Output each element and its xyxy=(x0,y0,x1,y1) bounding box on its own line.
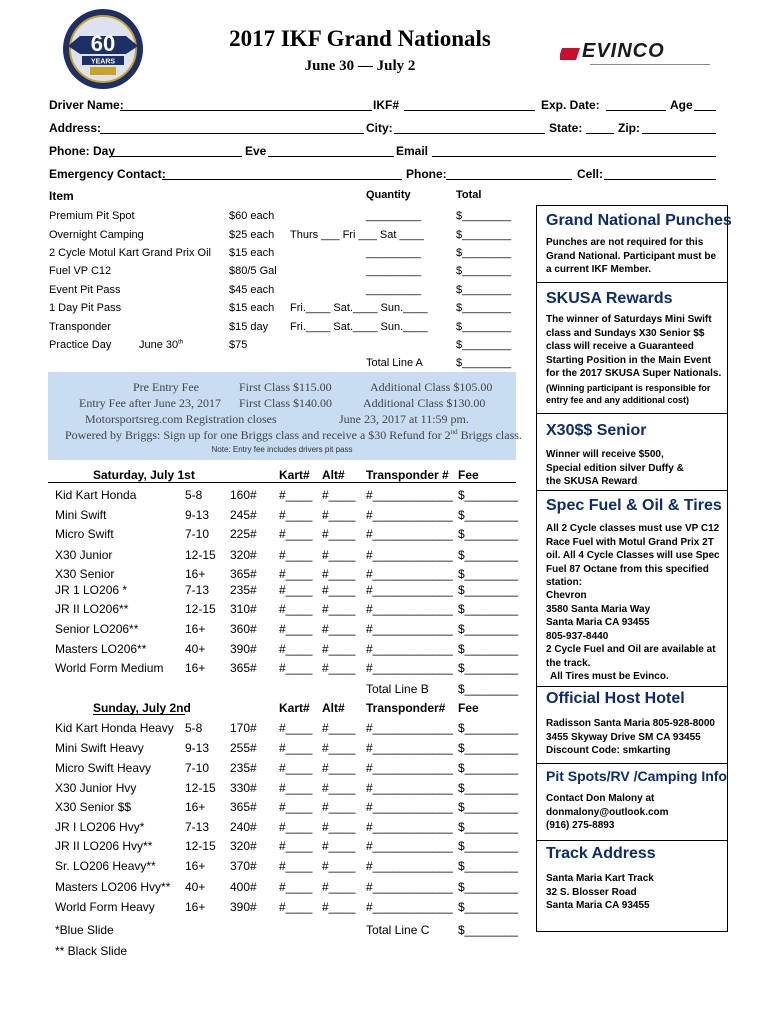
item-price: $15 day xyxy=(229,321,269,333)
zip-field[interactable] xyxy=(642,133,716,134)
pre-entry-first-class: First Class $115.00 xyxy=(239,380,332,394)
item-name: Fuel VP C12 xyxy=(49,265,112,277)
transponder-field[interactable]: #____________ xyxy=(366,800,453,814)
transponder-field[interactable]: #____________ xyxy=(366,721,453,735)
race-age-group: 7-10 xyxy=(185,527,210,541)
alt-number-field[interactable]: #____ xyxy=(322,721,356,735)
phone-eve-field[interactable] xyxy=(268,156,394,157)
transponder-field[interactable]: #____________ xyxy=(366,583,453,597)
kart-number-field[interactable]: #____ xyxy=(279,820,313,834)
alt-number-field[interactable]: #____ xyxy=(322,839,356,853)
city-field[interactable] xyxy=(394,133,545,134)
sunday-heading-underline xyxy=(93,714,185,715)
exp-date-field[interactable] xyxy=(606,110,666,111)
race-age-group: 16+ xyxy=(185,661,206,675)
fee-field[interactable]: $________ xyxy=(458,839,519,853)
race-class-name: Senior LO206** xyxy=(55,622,139,636)
fee-field[interactable]: $________ xyxy=(458,548,519,562)
transponder-field[interactable]: #____________ xyxy=(366,548,453,562)
driver-name-field[interactable] xyxy=(120,110,372,111)
kart-number-field[interactable]: #____ xyxy=(279,839,313,853)
sun-kart-header: Kart# xyxy=(279,701,310,715)
kart-number-field[interactable]: #____ xyxy=(279,781,313,795)
state-field[interactable] xyxy=(586,133,614,134)
fee-field[interactable]: $________ xyxy=(458,721,519,735)
race-class-name: Mini Swift Heavy xyxy=(55,741,144,755)
saturday-header-rule xyxy=(48,482,516,483)
kart-number-field[interactable]: #____ xyxy=(279,642,313,656)
evinco-logo-text: EVINCO xyxy=(582,40,665,62)
info-line: 3455 Skyway Drive SM CA 93455 xyxy=(546,731,701,743)
transponder-field[interactable]: #____________ xyxy=(366,820,453,834)
kart-number-field[interactable]: #____ xyxy=(279,488,313,502)
transponder-field[interactable]: #____________ xyxy=(366,839,453,853)
race-class-number: 365# xyxy=(230,661,257,675)
item-column-header: Item xyxy=(49,189,74,203)
info-line: 805-937-8440 xyxy=(546,630,609,642)
info-line: donmalony@outlook.com xyxy=(546,806,669,818)
item-total-field[interactable]: $________ xyxy=(456,247,512,259)
exp-date-label: Exp. Date: xyxy=(541,98,600,112)
emergency-phone-label: Phone: xyxy=(406,167,447,181)
registration-close-date: June 23, 2017 at 11:59 pm. xyxy=(339,412,469,426)
kart-number-field[interactable]: #____ xyxy=(279,800,313,814)
item-price: $25 each xyxy=(229,229,275,241)
race-age-group: 12-15 xyxy=(185,781,216,795)
skusa-note: (Winning participant is responsible for entry fee and any additional cost) xyxy=(546,383,711,405)
race-class-number: 320# xyxy=(230,548,257,562)
spec-fuel-body: All 2 Cycle classes must use VP C12 Race Fuel with Motul Grand Prix 2T oil. All 4 Cycle Classes will use Spec Fuel 87 Octane from this specified station: xyxy=(546,523,720,588)
sat-alt-header: Alt# xyxy=(322,468,345,482)
alt-number-field[interactable]: #____ xyxy=(322,642,356,656)
race-age-group: 12-15 xyxy=(185,839,216,853)
blue-slide-footnote: *Blue Slide xyxy=(55,923,114,937)
alt-number-field[interactable]: #____ xyxy=(322,859,356,873)
sidebar-divider xyxy=(537,490,727,491)
race-class-name: Sr. LO206 Heavy** xyxy=(55,859,156,873)
age-label: Age xyxy=(670,98,693,112)
kart-number-field[interactable]: #____ xyxy=(279,527,313,541)
practice-day-date: June 30th xyxy=(139,339,184,351)
race-age-group: 5-8 xyxy=(185,488,203,502)
race-age-group: 7-13 xyxy=(185,583,210,597)
phone-day-field[interactable] xyxy=(112,156,242,157)
fee-field[interactable]: $________ xyxy=(458,761,519,775)
item-price: $80/5 Gal xyxy=(229,265,277,277)
race-class-number: 310# xyxy=(230,602,257,616)
race-class-number: 365# xyxy=(230,800,257,814)
race-age-group: 9-13 xyxy=(185,508,210,522)
x30-senior-body: Winner will receive $500, Special edition silver Duffy & the SKUSA Reward xyxy=(546,449,684,487)
fuel-station-address xyxy=(546,589,724,643)
alt-number-field[interactable]: #____ xyxy=(322,880,356,894)
alt-number-field[interactable]: #____ xyxy=(322,488,356,502)
spec-fuel-title: Spec Fuel & Oil & Tires xyxy=(546,497,722,514)
skusa-body: The winner of Saturdays Mini Swift class and Sundays X30 Senior $$ class will receive a Guaranteed Starting Position in the Main Event for the 2017 SKUSA Super Nationals. xyxy=(546,314,722,379)
transponder-field[interactable]: #____________ xyxy=(366,661,453,675)
kart-number-field[interactable]: #____ xyxy=(279,880,313,894)
pit-pass-note: Note: Entry fee includes drivers pit pass xyxy=(211,445,353,454)
total-line-c-label: Total Line C xyxy=(366,923,430,937)
zip-label: Zip: xyxy=(618,121,640,135)
item-quantity-field[interactable]: _________ xyxy=(366,265,422,277)
item-day-select[interactable]: Fri.____ Sat.____ Sun.____ xyxy=(290,302,428,314)
driver-name-label: Driver Name: xyxy=(49,98,124,112)
fee-field[interactable]: $________ xyxy=(458,508,519,522)
fee-field[interactable]: $________ xyxy=(458,859,519,873)
pre-entry-additional-class: Additional Class $105.00 xyxy=(370,380,493,394)
alt-number-field[interactable]: #____ xyxy=(322,741,356,755)
fee-field[interactable]: $________ xyxy=(458,661,519,675)
alt-number-field[interactable]: #____ xyxy=(322,800,356,814)
alt-number-field[interactable]: #____ xyxy=(322,820,356,834)
item-total-field[interactable]: $________ xyxy=(456,284,512,296)
total-line-a-field[interactable]: $________ xyxy=(456,357,512,369)
item-total-field[interactable]: $________ xyxy=(456,302,512,314)
total-line-b-field[interactable]: $________ xyxy=(458,682,519,696)
black-slide-footnote: ** Black Slide xyxy=(55,944,128,958)
sat-fee-header: Fee xyxy=(458,468,479,482)
ikf-number-label: IKF# xyxy=(373,98,400,112)
item-day-select[interactable]: Thurs ___ Fri ___ Sat ____ xyxy=(290,229,424,241)
after-additional-class: Additional Class $130.00 xyxy=(363,396,486,410)
kart-number-field[interactable]: #____ xyxy=(279,622,313,636)
alt-number-field[interactable]: #____ xyxy=(322,602,356,616)
city-label: City: xyxy=(366,121,393,135)
sun-transponder-header: Transponder# xyxy=(366,701,446,715)
race-age-group: 40+ xyxy=(185,642,206,656)
info-line: Radisson Santa Maria 805-928-8000 xyxy=(546,718,715,729)
race-class-number: 255# xyxy=(230,741,257,755)
item-name: 1 Day Pit Pass xyxy=(49,302,122,314)
race-class-name: JR I LO206 Hvy* xyxy=(55,820,145,834)
kart-number-field[interactable]: #____ xyxy=(279,548,313,562)
fee-field[interactable]: $________ xyxy=(458,820,519,834)
sun-alt-header: Alt# xyxy=(322,701,345,715)
race-class-name: JR 1 LO206 * xyxy=(55,583,128,597)
race-class-name: Masters LO206** xyxy=(55,642,147,656)
kart-number-field[interactable]: #____ xyxy=(279,583,313,597)
sidebar-divider xyxy=(537,413,727,414)
alt-number-field[interactable]: #____ xyxy=(322,900,356,914)
item-price: $45 each xyxy=(229,284,275,296)
kart-number-field[interactable]: #____ xyxy=(279,602,313,616)
total-line-a-label: Total Line A xyxy=(366,357,423,369)
transponder-field[interactable]: #____________ xyxy=(366,622,453,636)
transponder-field[interactable]: #____________ xyxy=(366,781,453,795)
alt-number-field[interactable]: #____ xyxy=(322,781,356,795)
info-line: Santa Maria CA 93455 xyxy=(546,617,650,628)
race-class-number: 225# xyxy=(230,527,257,541)
phone-eve-label: Eve xyxy=(245,144,267,158)
race-class-name: X30 Junior xyxy=(55,548,113,562)
race-class-name: JR II LO206** xyxy=(55,602,129,616)
kart-number-field[interactable]: #____ xyxy=(279,567,313,581)
race-age-group: 16+ xyxy=(185,900,206,914)
saturday-heading: Saturday, July 1st xyxy=(93,468,195,482)
alt-number-field[interactable]: #____ xyxy=(322,548,356,562)
info-line: Santa Maria CA 93455 xyxy=(546,900,650,911)
sunday-heading: Sunday, July 2nd xyxy=(93,701,191,715)
alt-number-field[interactable]: #____ xyxy=(322,622,356,636)
race-age-group: 9-13 xyxy=(185,741,210,755)
race-class-name: X30 Senior $$ xyxy=(55,800,132,814)
item-total-field[interactable]: $________ xyxy=(456,265,512,277)
info-line: (916) 275-8893 xyxy=(546,820,615,831)
race-class-number: 160# xyxy=(230,488,257,502)
item-name: Transponder xyxy=(49,321,111,333)
race-class-number: 245# xyxy=(230,508,257,522)
sidebar-divider xyxy=(537,840,727,841)
pit-spots-title: Pit Spots/RV /Camping Info xyxy=(546,768,727,784)
registration-closes: Motorsportsreg.com Registration closes xyxy=(85,412,277,426)
race-age-group: 16+ xyxy=(185,622,206,636)
info-line: Chevron xyxy=(546,590,587,601)
transponder-field[interactable]: #____________ xyxy=(366,642,453,656)
evinco-underline xyxy=(590,64,710,65)
skusa-title: SKUSA Rewards xyxy=(546,290,673,307)
race-class-number: 400# xyxy=(230,880,257,894)
race-class-name: X30 Junior Hvy xyxy=(55,781,137,795)
info-line: 32 S. Blosser Road xyxy=(546,886,637,898)
state-label: State: xyxy=(549,121,583,135)
race-class-name: JR II LO206 Hvy** xyxy=(55,839,153,853)
race-age-group: 16+ xyxy=(185,800,206,814)
race-class-number: 330# xyxy=(230,781,257,795)
svg-text:YEARS: YEARS xyxy=(90,58,116,66)
transponder-field[interactable]: #____________ xyxy=(366,900,453,914)
race-age-group: 7-13 xyxy=(185,820,210,834)
host-hotel-info xyxy=(546,717,724,758)
item-total-field[interactable]: $________ xyxy=(456,229,512,241)
transponder-field[interactable]: #____________ xyxy=(366,761,453,775)
quantity-column-header: Quantity xyxy=(366,189,411,201)
fee-field[interactable]: $________ xyxy=(458,567,519,581)
fee-field[interactable]: $________ xyxy=(458,583,519,597)
fee-field[interactable]: $________ xyxy=(458,900,519,914)
kart-number-field[interactable]: #____ xyxy=(279,508,313,522)
item-price: $75 xyxy=(229,339,248,351)
race-age-group: 16+ xyxy=(185,859,206,873)
sidebar-divider xyxy=(537,282,727,283)
kart-number-field[interactable]: #____ xyxy=(279,661,313,675)
item-day-select[interactable]: Fri.____ Sat.____ Sun.____ xyxy=(290,321,428,333)
info-line: Discount Code: smkarting xyxy=(546,745,671,756)
transponder-field[interactable]: #____________ xyxy=(366,527,453,541)
address-field[interactable] xyxy=(100,133,364,134)
punches-body: Punches are not required for this Grand National. Participant must be a current IKF Member. xyxy=(546,237,717,275)
alt-number-field[interactable]: #____ xyxy=(322,567,356,581)
kart-number-field[interactable]: #____ xyxy=(279,741,313,755)
host-hotel-title: Official Host Hotel xyxy=(546,690,685,707)
item-name: Premium Pit Spot xyxy=(49,210,135,222)
race-class-name: X30 Senior xyxy=(55,567,115,581)
race-class-number: 235# xyxy=(230,761,257,775)
info-line: 3580 Santa Maria Way xyxy=(546,603,651,615)
kart-number-field[interactable]: #____ xyxy=(279,721,313,735)
fee-field[interactable]: $________ xyxy=(458,642,519,656)
race-class-name: World Form Heavy xyxy=(55,900,155,914)
emergency-phone-field[interactable] xyxy=(446,179,572,180)
race-class-number: 390# xyxy=(230,642,257,656)
kart-number-field[interactable]: #____ xyxy=(279,761,313,775)
race-class-number: 240# xyxy=(230,820,257,834)
alt-number-field[interactable]: #____ xyxy=(322,661,356,675)
ikf-number-field[interactable] xyxy=(404,110,535,111)
transponder-field[interactable]: #____________ xyxy=(366,508,453,522)
event-dates: June 30 — July 2 xyxy=(304,58,416,74)
race-age-group: 16+ xyxy=(185,567,206,581)
cell-label: Cell: xyxy=(577,167,604,181)
alt-number-field[interactable]: #____ xyxy=(322,508,356,522)
item-quantity-field[interactable]: _________ xyxy=(366,247,422,259)
race-class-number: 170# xyxy=(230,721,257,735)
item-price: $15 each xyxy=(229,302,275,314)
alt-number-field[interactable]: #____ xyxy=(322,761,356,775)
item-total-field[interactable]: $________ xyxy=(456,339,512,351)
item-name: 2 Cycle Motul Kart Grand Prix Oil xyxy=(49,247,211,259)
race-age-group: 40+ xyxy=(185,880,206,894)
fee-field[interactable]: $________ xyxy=(458,781,519,795)
address-label: Address: xyxy=(49,121,102,135)
fee-field[interactable]: $________ xyxy=(458,741,519,755)
item-name: Event Pit Pass xyxy=(49,284,121,296)
total-column-header: Total xyxy=(456,189,482,201)
race-class-name: Masters LO206 Hvy** xyxy=(55,880,171,894)
emergency-contact-label: Emergency Contact: xyxy=(49,167,166,181)
race-age-group: 5-8 xyxy=(185,721,203,735)
kart-number-field[interactable]: #____ xyxy=(279,859,313,873)
fee-field[interactable]: $________ xyxy=(458,880,519,894)
alt-number-field[interactable]: #____ xyxy=(322,527,356,541)
fee-field[interactable]: $________ xyxy=(458,602,519,616)
race-age-group: 12-15 xyxy=(185,548,216,562)
fuel-track-availability: 2 Cycle Fuel and Oil are available at the track. xyxy=(546,644,716,669)
entry-fee-after: Entry Fee after June 23, 2017 xyxy=(79,396,221,410)
fee-field[interactable]: $________ xyxy=(458,488,519,502)
transponder-field[interactable]: #____________ xyxy=(366,880,453,894)
item-quantity-field[interactable]: _________ xyxy=(366,210,422,222)
fee-field[interactable]: $________ xyxy=(458,800,519,814)
age-field[interactable] xyxy=(694,110,716,111)
race-class-name: Micro Swift xyxy=(55,527,114,541)
alt-number-field[interactable]: #____ xyxy=(322,583,356,597)
phone-day-label: Phone: Day xyxy=(49,144,116,158)
after-first-class: First Class $140.00 xyxy=(239,396,333,410)
total-line-b-label: Total Line B xyxy=(366,682,429,696)
sidebar-divider xyxy=(537,686,727,687)
svg-text:60: 60 xyxy=(90,31,116,56)
item-name: Overnight Camping xyxy=(49,229,144,241)
page-title: 2017 IKF Grand Nationals xyxy=(229,26,491,51)
info-line: Contact Don Malony at xyxy=(546,793,655,804)
race-class-number: 370# xyxy=(230,859,257,873)
sun-fee-header: Fee xyxy=(458,701,479,715)
item-name: Practice Day xyxy=(49,339,112,351)
race-age-group: 7-10 xyxy=(185,761,210,775)
item-quantity-field[interactable]: _________ xyxy=(366,284,422,296)
pit-spots-contact xyxy=(546,792,724,833)
transponder-field[interactable]: #____________ xyxy=(366,859,453,873)
kart-number-field[interactable]: #____ xyxy=(279,900,313,914)
x30-senior-title: X30$$ Senior xyxy=(546,422,647,439)
tires-note: All Tires must be Evinco. xyxy=(550,671,669,682)
pre-entry-fee: Pre Entry Fee xyxy=(133,380,199,394)
track-address-title: Track Address xyxy=(546,845,656,862)
race-class-number: 390# xyxy=(230,900,257,914)
item-total-field[interactable]: $________ xyxy=(456,321,512,333)
fee-field[interactable]: $________ xyxy=(458,527,519,541)
transponder-field[interactable]: #____________ xyxy=(366,741,453,755)
race-age-group: 12-15 xyxy=(185,602,216,616)
race-class-name: Mini Swift xyxy=(55,508,107,522)
cell-field[interactable] xyxy=(604,179,716,180)
email-field[interactable] xyxy=(432,156,716,157)
total-line-c-field[interactable]: $________ xyxy=(458,923,519,937)
race-class-number: 360# xyxy=(230,622,257,636)
race-class-number: 320# xyxy=(230,839,257,853)
item-price: $15 each xyxy=(229,247,275,259)
sat-kart-header: Kart# xyxy=(279,468,310,482)
race-class-number: 235# xyxy=(230,583,257,597)
email-label: Email xyxy=(396,144,429,158)
sidebar-divider xyxy=(537,763,727,764)
track-address-info xyxy=(546,872,724,913)
transponder-field[interactable]: #____________ xyxy=(366,488,453,502)
transponder-field[interactable]: #____________ xyxy=(366,602,453,616)
race-class-number: 365# xyxy=(230,567,257,581)
race-class-name: Kid Kart Honda xyxy=(55,488,137,502)
briggs-refund-note: Powered by Briggs: Sign up for one Briggs class and receive a $30 Refund for 2nd Briggs class. xyxy=(65,428,522,442)
race-class-name: World Form Medium xyxy=(55,661,164,675)
info-line: Santa Maria Kart Track xyxy=(546,873,654,884)
race-class-name: Micro Swift Heavy xyxy=(55,761,152,775)
transponder-field[interactable]: #____________ xyxy=(366,567,453,581)
fee-field[interactable]: $________ xyxy=(458,622,519,636)
race-class-name: Kid Kart Honda Heavy xyxy=(55,721,174,735)
item-price: $60 each xyxy=(229,210,275,222)
sat-transponder-header: Transponder # xyxy=(366,468,449,482)
emergency-contact-field[interactable] xyxy=(162,179,402,180)
info-sidebar xyxy=(536,205,732,932)
punches-title: Grand National Punches xyxy=(546,212,732,229)
item-total-field[interactable]: $________ xyxy=(456,210,512,222)
